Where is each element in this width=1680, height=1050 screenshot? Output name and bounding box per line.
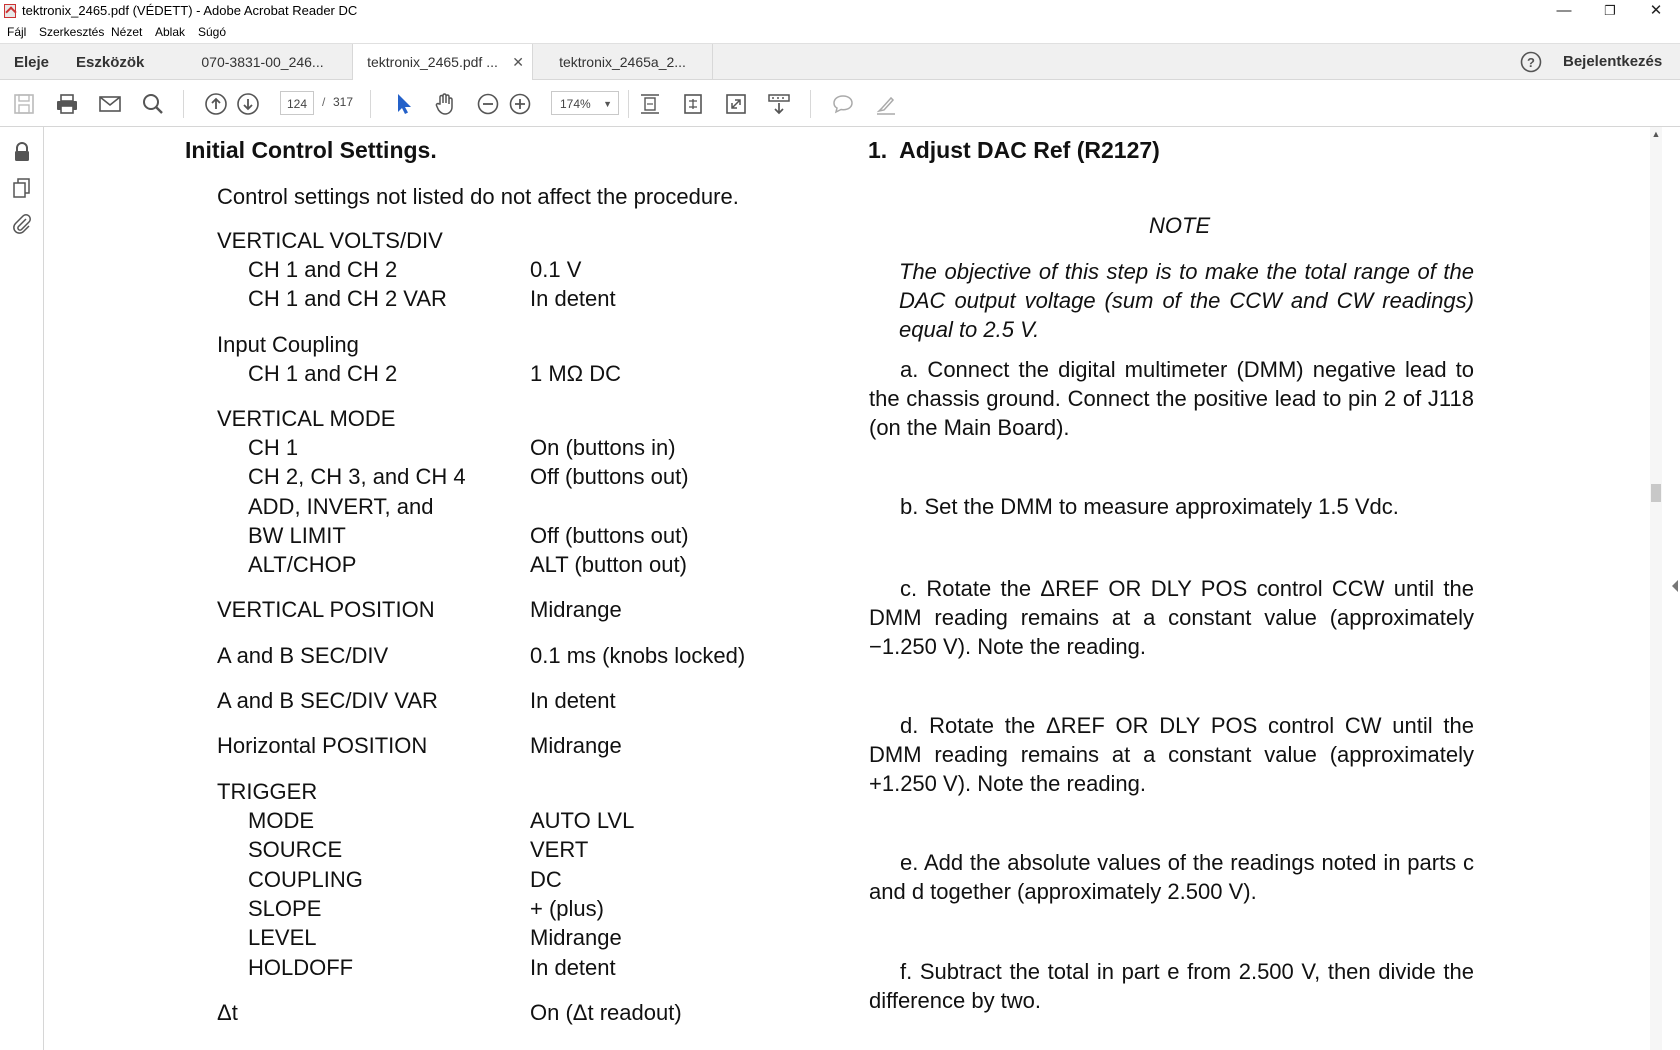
setting-label: CH 1 and CH 2 VAR	[248, 286, 447, 311]
step-e: e. Add the absolute values of the readings noted in parts c and d together (approximately 2.500 V).	[869, 850, 1474, 904]
restore-button[interactable]: ❐	[1604, 3, 1616, 18]
menu-bar	[0, 22, 1680, 42]
setting-label: Δt	[217, 1000, 238, 1025]
chevron-down-icon: ▼	[603, 99, 612, 109]
step-d: d. Rotate the ΔREF OR DLY POS control CW until the DMM reading remains at a constant value (approximately +1.250 V). Note the reading.	[869, 713, 1474, 796]
step-a: a. Connect the digital multimeter (DMM) negative lead to the chassis ground. Connect the positive lead to pin 2 of J118 (on the Main Board).	[869, 357, 1474, 440]
setting-value: + (plus)	[530, 896, 604, 921]
setting-value: On (Δt readout)	[530, 1000, 682, 1025]
setting-label: ALT/CHOP	[248, 552, 357, 577]
setting-label: VERTICAL MODE	[217, 406, 396, 431]
sign-in-button[interactable]: Bejelentkezés	[1563, 53, 1663, 70]
setting-value: VERT	[530, 837, 589, 862]
setting-value: In detent	[530, 955, 616, 980]
print-icon[interactable]	[55, 92, 79, 116]
document-tab-2[interactable]	[353, 44, 533, 81]
document-tab-label: 070-3831-00_246...	[201, 54, 324, 70]
full-screen-icon[interactable]	[724, 92, 748, 116]
attachment-paperclip-icon[interactable]	[11, 213, 33, 235]
scroll-up-arrow-icon[interactable]: ▲	[1651, 129, 1661, 139]
setting-value: DC	[530, 867, 562, 892]
email-icon[interactable]	[98, 92, 122, 116]
toolbar-divider	[810, 90, 811, 118]
setting-value: 1 MΩ DC	[530, 361, 622, 386]
next-page-icon[interactable]	[236, 92, 260, 116]
setting-value: ALT (button out)	[530, 552, 687, 577]
save-icon[interactable]	[12, 92, 36, 116]
zoom-level-select[interactable]	[551, 91, 619, 115]
search-icon[interactable]	[141, 92, 165, 116]
setting-label: VERTICAL VOLTS/DIV	[217, 228, 443, 253]
minimize-button[interactable]: —	[1556, 2, 1572, 19]
comment-icon[interactable]	[831, 92, 855, 116]
setting-value: On (buttons in)	[530, 435, 676, 460]
toolbar-divider	[183, 90, 184, 118]
setting-value: In detent	[530, 286, 616, 311]
pages-icon[interactable]	[11, 177, 33, 199]
setting-label: ADD, INVERT, and	[248, 494, 434, 519]
toolbar-divider	[370, 90, 371, 118]
setting-value: Midrange	[530, 597, 622, 622]
menu-window[interactable]: Ablak	[155, 25, 186, 39]
zoom-out-icon[interactable]	[476, 92, 500, 116]
toolbar-divider	[628, 90, 629, 118]
expand-right-panel-icon[interactable]	[1670, 579, 1680, 593]
tab-home[interactable]: Eleje	[14, 54, 50, 71]
hand-tool-icon[interactable]	[433, 92, 457, 116]
section-heading-adjust-dac-ref: 1. Adjust DAC Ref (R2127)	[868, 137, 1160, 163]
page-number-input[interactable]: 124	[280, 91, 314, 115]
left-navigation-panel	[0, 127, 44, 1050]
document-tab-1[interactable]	[173, 44, 353, 80]
section-heading-initial-settings: Initial Control Settings.	[185, 137, 437, 163]
step-b: b. Set the DMM to measure approximately 1.5 Vdc.	[900, 494, 1399, 519]
menu-help[interactable]: Súgó	[198, 25, 227, 39]
tab-tools[interactable]: Eszközök	[76, 54, 145, 71]
menu-view[interactable]: Nézet	[111, 25, 143, 39]
step-f: f. Subtract the total in part e from 2.500 V, then divide the difference by two.	[869, 959, 1474, 1013]
scrollbar-thumb[interactable]	[1651, 484, 1661, 502]
highlight-pen-icon[interactable]	[874, 92, 898, 116]
setting-label: MODE	[248, 808, 314, 833]
lock-icon[interactable]	[11, 141, 33, 163]
document-tab-label: tektronix_2465.pdf ...	[367, 54, 498, 70]
setting-value: 0.1 ms (knobs locked)	[530, 643, 746, 668]
intro-text: Control settings not listed do not affect the procedure.	[217, 184, 739, 209]
setting-value: 0.1 V	[530, 257, 582, 282]
fit-page-icon[interactable]	[638, 92, 662, 116]
setting-label: SLOPE	[248, 896, 322, 921]
select-cursor-icon[interactable]	[392, 92, 416, 116]
step-c: c. Rotate the ΔREF OR DLY POS control CCW until the DMM reading remains at a constant value (approximately −1.250 V). Note the reading.	[869, 576, 1474, 659]
setting-value: Midrange	[530, 733, 622, 758]
document-page	[44, 127, 1650, 1050]
window-title: tektronix_2465.pdf (VÉDETT) - Adobe Acrobat Reader DC	[22, 3, 358, 18]
vertical-scrollbar[interactable]	[1650, 127, 1662, 1050]
setting-label: CH 1 and CH 2	[248, 257, 398, 282]
setting-label: VERTICAL POSITION	[217, 597, 435, 622]
question-circle-icon[interactable]	[1520, 51, 1542, 73]
scroll-mode-icon[interactable]	[767, 92, 791, 116]
setting-label: Horizontal POSITION	[217, 733, 428, 758]
setting-label: COUPLING	[248, 867, 363, 892]
setting-value: Off (buttons out)	[530, 523, 689, 548]
setting-label: SOURCE	[248, 837, 343, 862]
title-bar	[0, 0, 1680, 22]
zoom-in-icon[interactable]	[508, 92, 532, 116]
zoom-level-value: 174%	[560, 97, 591, 111]
setting-label: CH 2, CH 3, and CH 4	[248, 464, 466, 489]
setting-value: Midrange	[530, 925, 622, 950]
previous-page-icon[interactable]	[204, 92, 228, 116]
setting-value: AUTO LVL	[530, 808, 635, 833]
setting-label: CH 1 and CH 2	[248, 361, 398, 386]
note-text: The objective of this step is to make the total range of the DAC output voltage (sum of the CCW and CW readings) equal to 2.5 V.	[899, 259, 1474, 342]
setting-label: BW LIMIT	[248, 523, 346, 548]
menu-edit[interactable]: Szerkesztés	[39, 25, 105, 39]
document-tab-label: tektronix_2465a_2...	[559, 54, 686, 70]
document-tab-3[interactable]	[533, 44, 713, 80]
page-total: 317	[333, 95, 354, 109]
svg-text:?: ?	[1527, 55, 1535, 70]
setting-label: LEVEL	[248, 925, 317, 950]
rotate-view-icon[interactable]	[681, 92, 705, 116]
page-separator: /	[322, 95, 326, 109]
tab-bar	[0, 43, 1680, 80]
setting-label: Input Coupling	[217, 332, 359, 357]
pdf-file-icon	[4, 4, 16, 18]
menu-file[interactable]: Fájl	[7, 25, 27, 39]
setting-label: TRIGGER	[217, 779, 318, 804]
setting-label: HOLDOFF	[248, 955, 354, 980]
close-window-button[interactable]: ✕	[1649, 2, 1663, 19]
setting-label: A and B SEC/DIV	[217, 643, 389, 668]
setting-value: In detent	[530, 688, 616, 713]
toolbar	[0, 80, 1680, 127]
setting-value: Off (buttons out)	[530, 464, 689, 489]
note-title: NOTE	[1149, 213, 1211, 238]
close-tab-icon[interactable]: ✕	[512, 54, 524, 70]
setting-label: CH 1	[248, 435, 299, 460]
setting-label: A and B SEC/DIV VAR	[217, 688, 438, 713]
